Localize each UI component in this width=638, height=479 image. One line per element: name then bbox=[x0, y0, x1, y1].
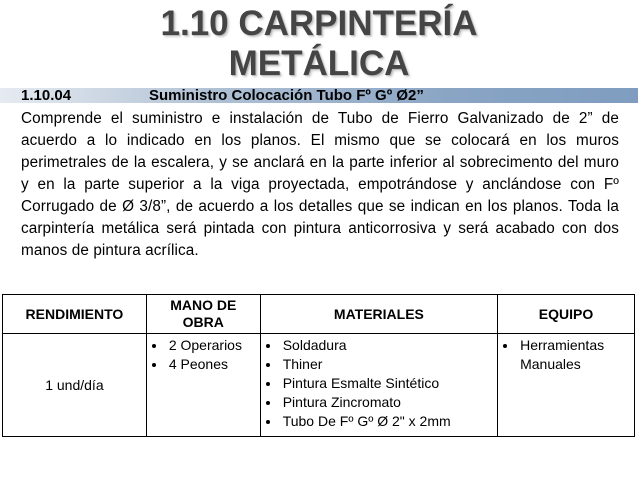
cell-rendimiento: 1 und/día bbox=[3, 334, 147, 437]
equipo-list bbox=[502, 336, 630, 374]
page-title-line-1: 1.10 CARPINTERÍA bbox=[160, 4, 478, 43]
materiales-list bbox=[265, 336, 493, 431]
item-subheading bbox=[21, 87, 424, 104]
table-header-row bbox=[3, 295, 635, 334]
cell-mano-de-obra bbox=[146, 334, 260, 437]
item-code: 1.10.04 bbox=[21, 87, 72, 104]
mano-de-obra-list bbox=[151, 336, 256, 374]
list-item: • 2 Operarios bbox=[167, 336, 256, 355]
list-item: • Soldadura bbox=[281, 336, 493, 355]
list-item: • 4 Peones bbox=[167, 355, 256, 374]
header-equipo: EQUIPO bbox=[498, 295, 635, 334]
item-description: Comprende el suministro e instalación de Tubo de Fierro Galvanizado de 2” de acuerdo a lo indicado en los planos. El mismo que se colocará en los muros perimetrales de la escalera, y se anclará en la parte inferior al sobrecimento del muro y en la parte superior a la viga proyectada, empotrándose y anclándose con Fº Corrugado de Ø 3/8”, de acuerdo a los detalles que se indican en los planos. Toda la carpintería metálica será pintada con pintura anticorrosiva y será acabado con dos manos de pintura acrílica. bbox=[21, 110, 619, 259]
resources-table bbox=[2, 294, 635, 437]
header-rendimiento: RENDIMIENTO bbox=[3, 295, 147, 334]
list-item: • Pintura Esmalte Sintético bbox=[281, 374, 493, 393]
item-title: Suministro Colocación Tubo Fº Gº Ø2” bbox=[149, 87, 424, 104]
page-title bbox=[0, 4, 638, 84]
list-item: • Tubo De Fº Gº Ø 2" x 2mm bbox=[281, 412, 493, 431]
cell-equipo bbox=[498, 334, 635, 437]
header-mano-de-obra: MANO DE OBRA bbox=[146, 295, 260, 334]
list-item: • Thiner bbox=[281, 355, 493, 374]
cell-materiales bbox=[260, 334, 497, 437]
list-item: • Pintura Zincromato bbox=[281, 393, 493, 412]
page-title-line-2: METÁLICA bbox=[228, 44, 410, 83]
table-row bbox=[3, 334, 635, 437]
header-materiales: MATERIALES bbox=[260, 295, 497, 334]
list-item: • Herramientas Manuales bbox=[518, 336, 630, 374]
